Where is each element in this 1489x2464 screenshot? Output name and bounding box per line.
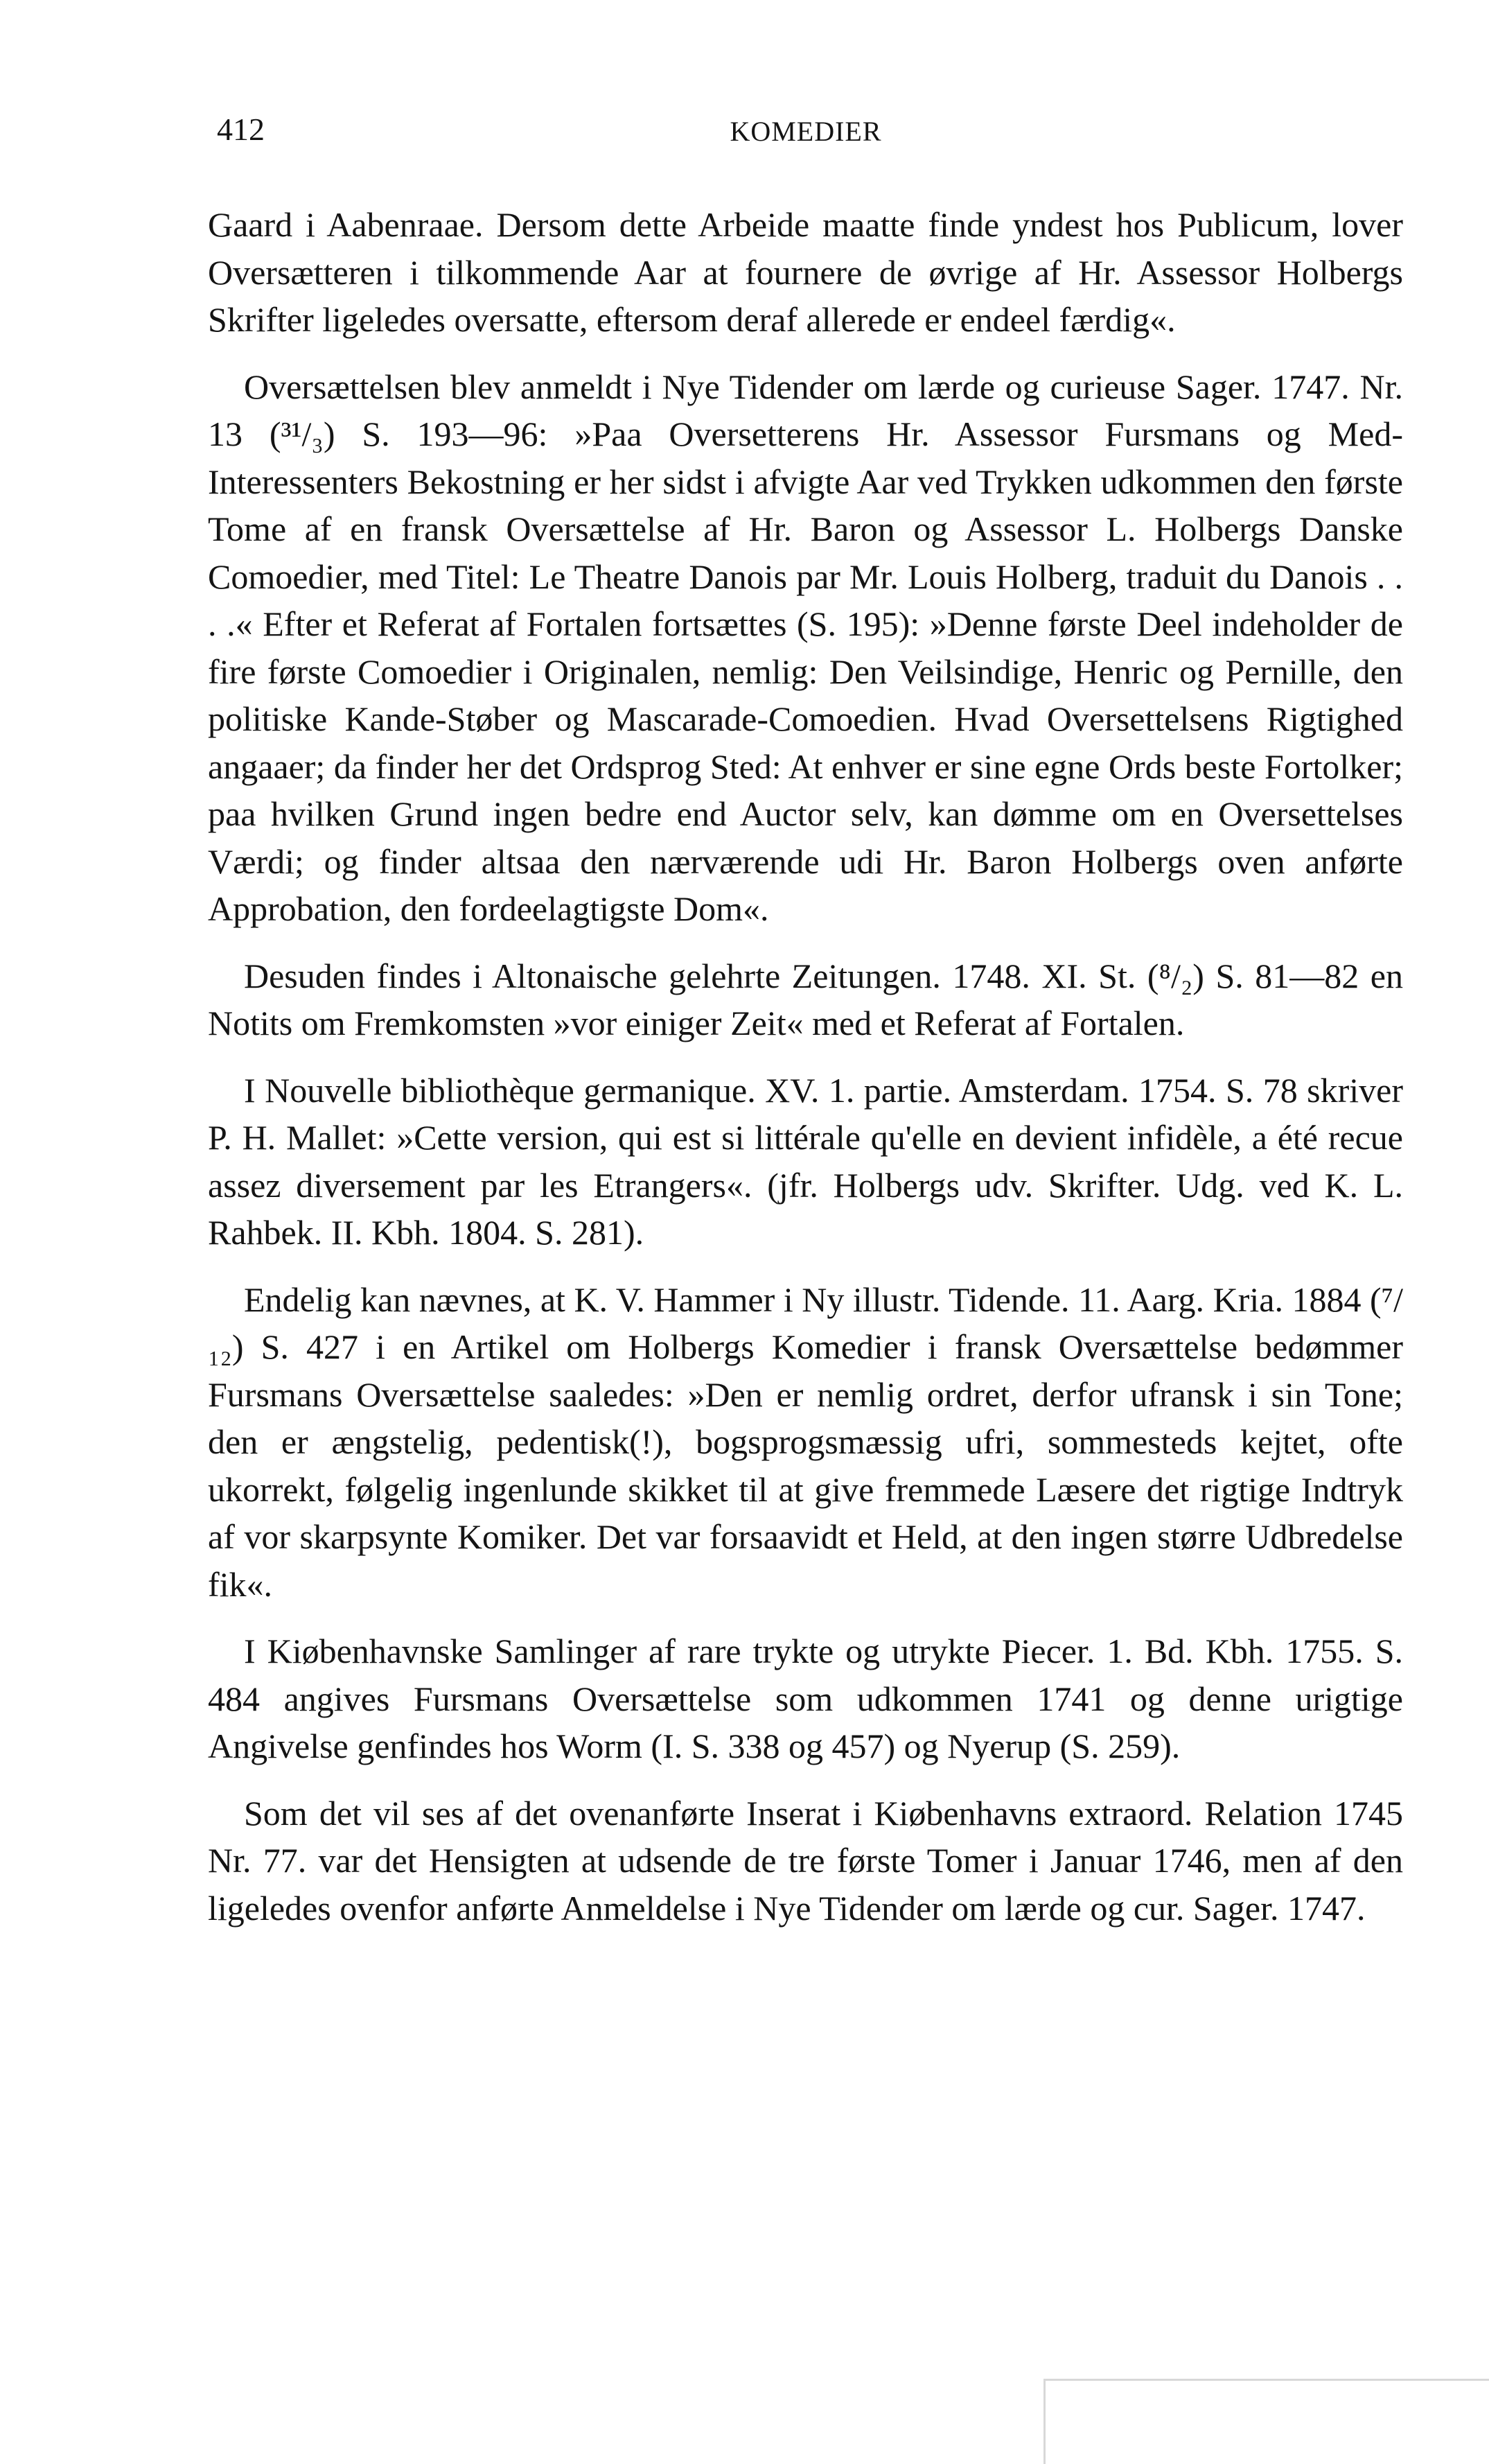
paragraph-1: Gaard i Aabenraae. Dersom dette Arbeide maatte finde yndest hos Publicum, lover Oversætteren i tilkommende Aar at fournere de øvrige af Hr. Assessor Holbergs Skrifter ligeledes oversatte, eftersom deraf allerede er endeel færdig«.	[208, 205, 1403, 339]
running-title: KOMEDIER	[730, 116, 882, 147]
paragraph-4: I Nouvelle bibliothèque germanique. XV. 1. partie. Amsterdam. 1754. S. 78 skriver P. H. Mallet: »Cette version, qui est si littérale qu'elle en devient infidèle, a été recue assez diversement par les Etrangers«. (jfr. Holbergs udv. Skrifter. Udg. ved K. L. Rahbek. II. Kbh. 1804. S. 281).	[208, 1070, 1403, 1252]
scan-corner-mark	[1043, 2379, 1489, 2464]
page-header	[210, 111, 1402, 159]
page-number: 412	[217, 112, 265, 147]
paragraph-6: I Kiøbenhavnske Samlinger af rare trykte og utrykte Piecer. 1. Bd. Kbh. 1755. S. 484 angives Fursmans Oversættelse som udkommen 1741 og denne urigtige Angivelse genfindes hos Worm (I. S. 338 og 457) og Nyerup (S. 259).	[208, 1632, 1403, 1765]
paragraph-5: Endelig kan nævnes, at K. V. Hammer i Ny illustr. Tidende. 11. Aarg. Kria. 1884 (⁷/₁₂) S. 427 i en Artikel om Holbergs Komedier i fransk Oversættelse bedømmer Fursmans Oversættelse saaledes: »Den er nemlig ordret, derfor ufransk i sin Tone; den er ængstelig, pedentisk(!), bogsprogsmæssig ufri, sommesteds kejtet, ofte ukorrekt, følgelig ingenlunde skikket til at give fremmede Læsere det rigtige Indtryk af vor skarpsynte Komiker. Det var forsaavidt et Held, at den ingen større Udbredelse fik«.	[208, 1279, 1403, 1604]
paragraph-7: Som det vil ses af det ovenanførte Inserat i Kiøbenhavns extraord. Relation 1745 Nr. 77. var det Hensigten at udsende de tre første Tomer i Januar 1746, men af den ligeledes ovenfor anførte Anmeldelse i Nye Tidender om lærde og cur. Sager. 1747.	[208, 1793, 1403, 1928]
body-text	[208, 201, 1403, 1932]
paragraph-3: Desuden findes i Altonaische gelehrte Zeitungen. 1748. XI. St. (⁸/₂) S. 81—82 en Notits om Fremkomsten »vor einiger Zeit« med et Referat af Fortalen.	[208, 956, 1403, 1042]
paragraph-2: Oversættelsen blev anmeldt i Nye Tidender om lærde og curieuse Sager. 1747. Nr. 13 (³¹/₃) S. 193—96: »Paa Oversetterens Hr. Assessor Fursmans og Med-Interessenters Bekostning er her sidst i afvigte Aar ved Trykken udkommen den første Tome af en fransk Oversættelse af Hr. Baron og Assessor L. Holbergs Danske Comoedier, med Titel: Le Theatre Danois par Mr. Louis Holberg, traduit du Danois . . . .« Efter et Referat af Fortalen fortsættes (S. 195): »Denne første Deel indeholder de fire første Comoedier i Originalen, nemlig: Den Veilsindige, Henric og Pernille, den politiske Kande-Støber og Mascarade-Comoedien. Hvad Oversettelsens Rigtighed angaaer; da finder her det Ordsprog Sted: At enhver er sine egne Ords beste Fortolker; paa hvilken Grund ingen bedre end Auctor selv, kan dømme om en Oversettelses Værdi; og finder altsaa den nærværende udi Hr. Baron Holbergs oven anførte Approbation, den fordeelagtigste Dom«.	[208, 367, 1403, 928]
